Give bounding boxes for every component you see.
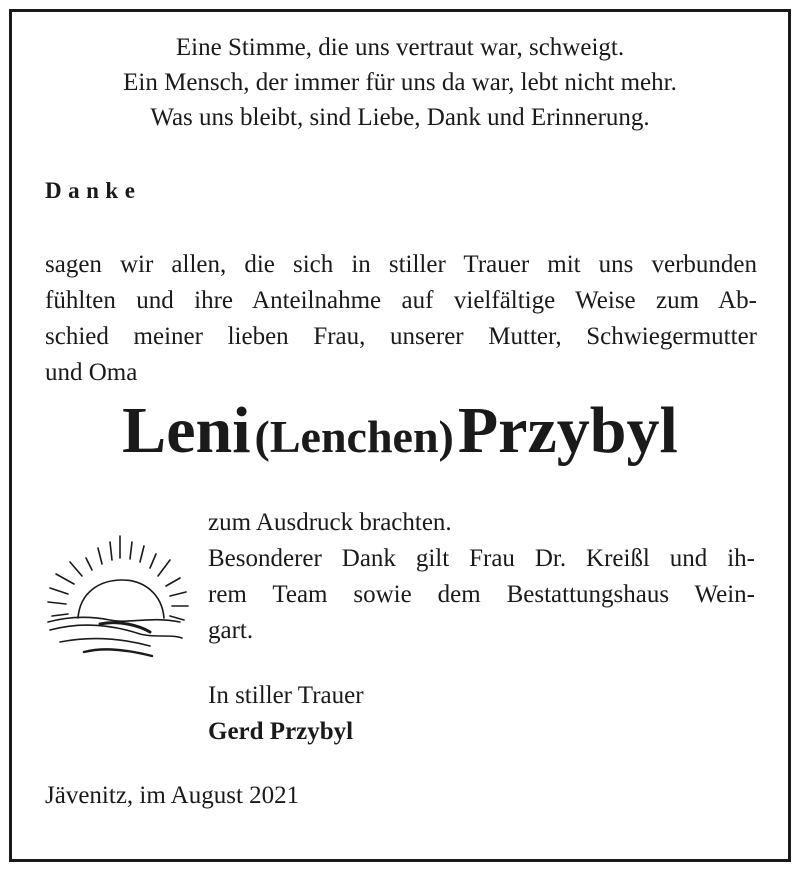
signatory-name: Gerd Przybyl: [208, 718, 354, 745]
paragraph-line: sagen wir allen, die sich in stiller Trauer mit uns verbunden: [45, 251, 757, 278]
poem-line: Was uns bleibt, sind Liebe, Dank und Erinnerung.: [150, 104, 650, 131]
paragraph-line: fühlten und ihre Anteilnahme auf vielfältige Weise zum Ab-: [45, 287, 757, 314]
thanks-paragraph: [45, 247, 757, 391]
place-date: Jävenitz, im August 2021: [45, 782, 300, 809]
deceased-nickname: (Lenchen): [254, 411, 454, 462]
paragraph-line: schied meiner lieben Frau, unserer Mutter, Schwiegermutter: [45, 323, 757, 350]
mourning-phrase: In stiller Trauer: [208, 682, 364, 709]
memorial-poem: [0, 30, 800, 135]
deceased-name: [0, 393, 800, 469]
deceased-first-name: Leni: [122, 394, 251, 467]
paragraph-line: gart.: [208, 617, 254, 644]
paragraph-line: Besonderer Dank gilt Frau Dr. Kreißl und ih-: [208, 545, 755, 572]
poem-line: Eine Stimme, die uns vertraut war, schweigt.: [175, 34, 625, 61]
closing-paragraph: [208, 505, 755, 649]
thanks-heading: Danke: [45, 178, 142, 203]
paragraph-line: und Oma: [45, 359, 138, 386]
paragraph-line: zum Ausdruck brachten.: [208, 509, 452, 536]
signature-block: [208, 678, 364, 750]
poem-line: Ein Mensch, der immer für uns da war, lebt nicht mehr.: [123, 69, 677, 96]
deceased-last-name: Przybyl: [457, 394, 678, 467]
sunrise-over-hills-icon: [40, 530, 190, 665]
paragraph-line: rem Team sowie dem Bestattungshaus Wein-: [208, 581, 755, 608]
